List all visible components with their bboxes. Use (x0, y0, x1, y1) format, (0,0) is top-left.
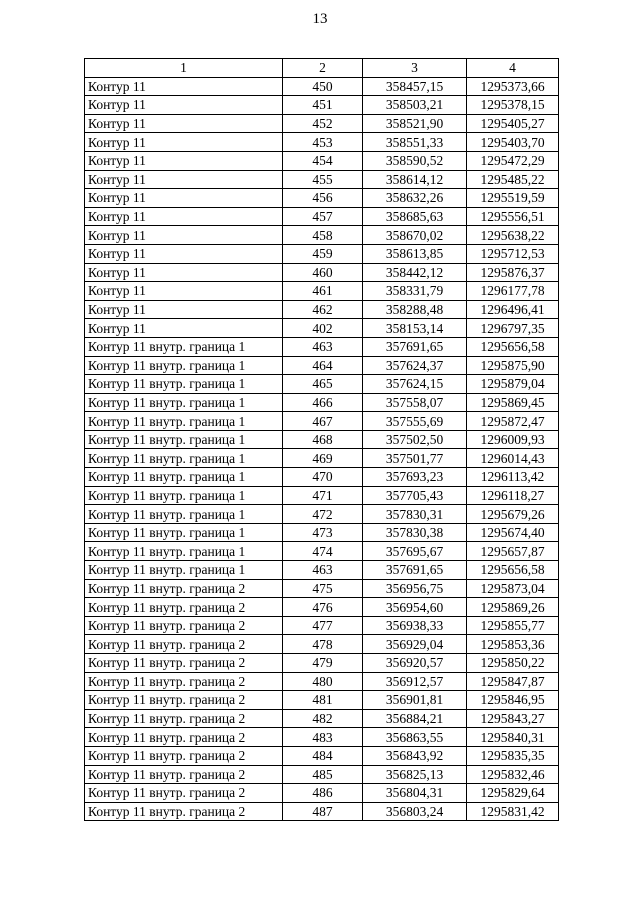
point-number-cell: 477 (283, 616, 363, 635)
contour-name-cell: Контур 11 (85, 133, 283, 152)
table-row (85, 244, 559, 263)
x-coordinate-cell: 356825,13 (363, 765, 467, 784)
x-coordinate-cell: 358331,79 (363, 282, 467, 301)
y-coordinate-cell: 1295829,64 (467, 784, 559, 803)
contour-name-cell: Контур 11 внутр. граница 1 (85, 430, 283, 449)
y-coordinate-cell: 1295843,27 (467, 709, 559, 728)
x-coordinate-cell: 357830,31 (363, 505, 467, 524)
header-row (85, 59, 559, 78)
y-coordinate-cell: 1295657,87 (467, 542, 559, 561)
table-body (85, 77, 559, 821)
contour-name-cell: Контур 11 внутр. граница 2 (85, 709, 283, 728)
column-header-4: 4 (467, 59, 559, 78)
point-number-cell: 468 (283, 430, 363, 449)
point-number-cell: 456 (283, 189, 363, 208)
point-number-cell: 483 (283, 728, 363, 747)
y-coordinate-cell: 1295855,77 (467, 616, 559, 635)
y-coordinate-cell: 1295869,26 (467, 598, 559, 617)
table-row (85, 468, 559, 487)
point-number-cell: 461 (283, 282, 363, 301)
x-coordinate-cell: 357693,23 (363, 468, 467, 487)
y-coordinate-cell: 1295876,37 (467, 263, 559, 282)
contour-name-cell: Контур 11 внутр. граница 2 (85, 635, 283, 654)
y-coordinate-cell: 1295872,47 (467, 412, 559, 431)
x-coordinate-cell: 358442,12 (363, 263, 467, 282)
x-coordinate-cell: 357501,77 (363, 449, 467, 468)
contour-name-cell: Контур 11 (85, 244, 283, 263)
x-coordinate-cell: 358670,02 (363, 226, 467, 245)
contour-name-cell: Контур 11 внутр. граница 1 (85, 337, 283, 356)
table-row (85, 654, 559, 673)
table-row (85, 765, 559, 784)
point-number-cell: 466 (283, 393, 363, 412)
y-coordinate-cell: 1296797,35 (467, 319, 559, 338)
x-coordinate-cell: 358551,33 (363, 133, 467, 152)
y-coordinate-cell: 1295519,59 (467, 189, 559, 208)
x-coordinate-cell: 356956,75 (363, 579, 467, 598)
y-coordinate-cell: 1295831,42 (467, 802, 559, 821)
x-coordinate-cell: 357624,37 (363, 356, 467, 375)
table-row (85, 207, 559, 226)
x-coordinate-cell: 356843,92 (363, 746, 467, 765)
table-row (85, 282, 559, 301)
x-coordinate-cell: 358613,85 (363, 244, 467, 263)
y-coordinate-cell: 1295846,95 (467, 691, 559, 710)
point-number-cell: 402 (283, 319, 363, 338)
x-coordinate-cell: 356884,21 (363, 709, 467, 728)
table-row (85, 523, 559, 542)
point-number-cell: 474 (283, 542, 363, 561)
contour-name-cell: Контур 11 внутр. граница 1 (85, 412, 283, 431)
point-number-cell: 464 (283, 356, 363, 375)
x-coordinate-cell: 356863,55 (363, 728, 467, 747)
contour-name-cell: Контур 11 внутр. граница 1 (85, 542, 283, 561)
y-coordinate-cell: 1295879,04 (467, 375, 559, 394)
point-number-cell: 467 (283, 412, 363, 431)
x-coordinate-cell: 356901,81 (363, 691, 467, 710)
x-coordinate-cell: 357691,65 (363, 337, 467, 356)
x-coordinate-cell: 357624,15 (363, 375, 467, 394)
point-number-cell: 454 (283, 151, 363, 170)
x-coordinate-cell: 358153,14 (363, 319, 467, 338)
column-header-3: 3 (363, 59, 467, 78)
point-number-cell: 479 (283, 654, 363, 673)
y-coordinate-cell: 1295656,58 (467, 337, 559, 356)
y-coordinate-cell: 1295712,53 (467, 244, 559, 263)
table-row (85, 579, 559, 598)
y-coordinate-cell: 1295847,87 (467, 672, 559, 691)
x-coordinate-cell: 357705,43 (363, 486, 467, 505)
table-row (85, 449, 559, 468)
table-row (85, 151, 559, 170)
point-number-cell: 476 (283, 598, 363, 617)
contour-name-cell: Контур 11 (85, 263, 283, 282)
table-row (85, 561, 559, 580)
point-number-cell: 484 (283, 746, 363, 765)
point-number-cell: 473 (283, 523, 363, 542)
x-coordinate-cell: 356920,57 (363, 654, 467, 673)
x-coordinate-cell: 356912,57 (363, 672, 467, 691)
point-number-cell: 458 (283, 226, 363, 245)
x-coordinate-cell: 356804,31 (363, 784, 467, 803)
table-row (85, 691, 559, 710)
table-row (85, 77, 559, 96)
x-coordinate-cell: 358503,21 (363, 96, 467, 115)
point-number-cell: 452 (283, 114, 363, 133)
point-number-cell: 453 (283, 133, 363, 152)
contour-name-cell: Контур 11 внутр. граница 2 (85, 784, 283, 803)
x-coordinate-cell: 358614,12 (363, 170, 467, 189)
contour-name-cell: Контур 11 (85, 319, 283, 338)
y-coordinate-cell: 1296177,78 (467, 282, 559, 301)
x-coordinate-cell: 356929,04 (363, 635, 467, 654)
table-row (85, 728, 559, 747)
contour-name-cell: Контур 11 внутр. граница 2 (85, 672, 283, 691)
table-row (85, 337, 559, 356)
y-coordinate-cell: 1295875,90 (467, 356, 559, 375)
table-row (85, 802, 559, 821)
point-number-cell: 463 (283, 561, 363, 580)
contour-name-cell: Контур 11 (85, 300, 283, 319)
column-header-1: 1 (85, 59, 283, 78)
point-number-cell: 450 (283, 77, 363, 96)
x-coordinate-cell: 357555,69 (363, 412, 467, 431)
contour-name-cell: Контур 11 внутр. граница 1 (85, 486, 283, 505)
table-row (85, 356, 559, 375)
table-row (85, 430, 559, 449)
y-coordinate-cell: 1296496,41 (467, 300, 559, 319)
y-coordinate-cell: 1295873,04 (467, 579, 559, 598)
contour-name-cell: Контур 11 (85, 226, 283, 245)
table-row (85, 263, 559, 282)
x-coordinate-cell: 358457,15 (363, 77, 467, 96)
contour-name-cell: Контур 11 внутр. граница 2 (85, 765, 283, 784)
y-coordinate-cell: 1295679,26 (467, 505, 559, 524)
contour-name-cell: Контур 11 внутр. граница 2 (85, 728, 283, 747)
table-row (85, 170, 559, 189)
point-number-cell: 460 (283, 263, 363, 282)
table-row (85, 393, 559, 412)
point-number-cell: 455 (283, 170, 363, 189)
table-row (85, 189, 559, 208)
y-coordinate-cell: 1295485,22 (467, 170, 559, 189)
point-number-cell: 487 (283, 802, 363, 821)
y-coordinate-cell: 1295373,66 (467, 77, 559, 96)
x-coordinate-cell: 358632,26 (363, 189, 467, 208)
table-row (85, 96, 559, 115)
point-number-cell: 463 (283, 337, 363, 356)
x-coordinate-cell: 356938,33 (363, 616, 467, 635)
x-coordinate-cell: 358590,52 (363, 151, 467, 170)
point-number-cell: 459 (283, 244, 363, 263)
page-number: 13 (312, 11, 328, 27)
contour-name-cell: Контур 11 (85, 282, 283, 301)
column-header-2: 2 (283, 59, 363, 78)
x-coordinate-cell: 357695,67 (363, 542, 467, 561)
x-coordinate-cell: 357691,65 (363, 561, 467, 580)
x-coordinate-cell: 357558,07 (363, 393, 467, 412)
contour-name-cell: Контур 11 внутр. граница 1 (85, 523, 283, 542)
contour-name-cell: Контур 11 (85, 151, 283, 170)
point-number-cell: 451 (283, 96, 363, 115)
contour-name-cell: Контур 11 внутр. граница 2 (85, 654, 283, 673)
point-number-cell: 478 (283, 635, 363, 654)
contour-name-cell: Контур 11 внутр. граница 2 (85, 691, 283, 710)
x-coordinate-cell: 358521,90 (363, 114, 467, 133)
contour-name-cell: Контур 11 внутр. граница 2 (85, 802, 283, 821)
contour-name-cell: Контур 11 (85, 170, 283, 189)
table-row (85, 616, 559, 635)
x-coordinate-cell: 358288,48 (363, 300, 467, 319)
contour-name-cell: Контур 11 внутр. граница 2 (85, 616, 283, 635)
contour-name-cell: Контур 11 (85, 114, 283, 133)
table-row (85, 133, 559, 152)
table-row (85, 412, 559, 431)
y-coordinate-cell: 1295403,70 (467, 133, 559, 152)
x-coordinate-cell: 356954,60 (363, 598, 467, 617)
point-number-cell: 470 (283, 468, 363, 487)
point-number-cell: 481 (283, 691, 363, 710)
point-number-cell: 472 (283, 505, 363, 524)
table-row (85, 319, 559, 338)
y-coordinate-cell: 1295835,35 (467, 746, 559, 765)
y-coordinate-cell: 1296009,93 (467, 430, 559, 449)
y-coordinate-cell: 1295378,15 (467, 96, 559, 115)
table-row (85, 505, 559, 524)
y-coordinate-cell: 1295556,51 (467, 207, 559, 226)
point-number-cell: 457 (283, 207, 363, 226)
table-row (85, 746, 559, 765)
contour-name-cell: Контур 11 внутр. граница 1 (85, 505, 283, 524)
contour-name-cell: Контур 11 (85, 96, 283, 115)
contour-name-cell: Контур 11 (85, 77, 283, 96)
y-coordinate-cell: 1295674,40 (467, 523, 559, 542)
contour-name-cell: Контур 11 внутр. граница 2 (85, 598, 283, 617)
table-row (85, 486, 559, 505)
contour-name-cell: Контур 11 внутр. граница 1 (85, 393, 283, 412)
y-coordinate-cell: 1295472,29 (467, 151, 559, 170)
point-number-cell: 475 (283, 579, 363, 598)
contour-name-cell: Контур 11 (85, 189, 283, 208)
x-coordinate-cell: 356803,24 (363, 802, 467, 821)
contour-name-cell: Контур 11 внутр. граница 1 (85, 468, 283, 487)
y-coordinate-cell: 1295840,31 (467, 728, 559, 747)
point-number-cell: 485 (283, 765, 363, 784)
table-header (85, 59, 559, 78)
table-row (85, 300, 559, 319)
table-row (85, 598, 559, 617)
table-row (85, 542, 559, 561)
table-row (85, 635, 559, 654)
point-number-cell: 465 (283, 375, 363, 394)
x-coordinate-cell: 357830,38 (363, 523, 467, 542)
y-coordinate-cell: 1295832,46 (467, 765, 559, 784)
point-number-cell: 469 (283, 449, 363, 468)
y-coordinate-cell: 1295638,22 (467, 226, 559, 245)
x-coordinate-cell: 357502,50 (363, 430, 467, 449)
table-row (85, 114, 559, 133)
point-number-cell: 482 (283, 709, 363, 728)
contour-name-cell: Контур 11 внутр. граница 1 (85, 449, 283, 468)
point-number-cell: 471 (283, 486, 363, 505)
contour-name-cell: Контур 11 внутр. граница 1 (85, 356, 283, 375)
y-coordinate-cell: 1295850,22 (467, 654, 559, 673)
y-coordinate-cell: 1295405,27 (467, 114, 559, 133)
table-row (85, 672, 559, 691)
contour-name-cell: Контур 11 (85, 207, 283, 226)
contour-name-cell: Контур 11 внутр. граница 1 (85, 561, 283, 580)
table-row (85, 226, 559, 245)
y-coordinate-cell: 1296014,43 (467, 449, 559, 468)
y-coordinate-cell: 1296113,42 (467, 468, 559, 487)
contour-name-cell: Контур 11 внутр. граница 2 (85, 746, 283, 765)
point-number-cell: 462 (283, 300, 363, 319)
y-coordinate-cell: 1295656,58 (467, 561, 559, 580)
point-number-cell: 486 (283, 784, 363, 803)
y-coordinate-cell: 1296118,27 (467, 486, 559, 505)
y-coordinate-cell: 1295853,36 (467, 635, 559, 654)
table-row (85, 375, 559, 394)
coordinates-table (84, 58, 559, 821)
x-coordinate-cell: 358685,63 (363, 207, 467, 226)
table-row (85, 709, 559, 728)
contour-name-cell: Контур 11 внутр. граница 1 (85, 375, 283, 394)
y-coordinate-cell: 1295869,45 (467, 393, 559, 412)
table-row (85, 784, 559, 803)
point-number-cell: 480 (283, 672, 363, 691)
contour-name-cell: Контур 11 внутр. граница 2 (85, 579, 283, 598)
